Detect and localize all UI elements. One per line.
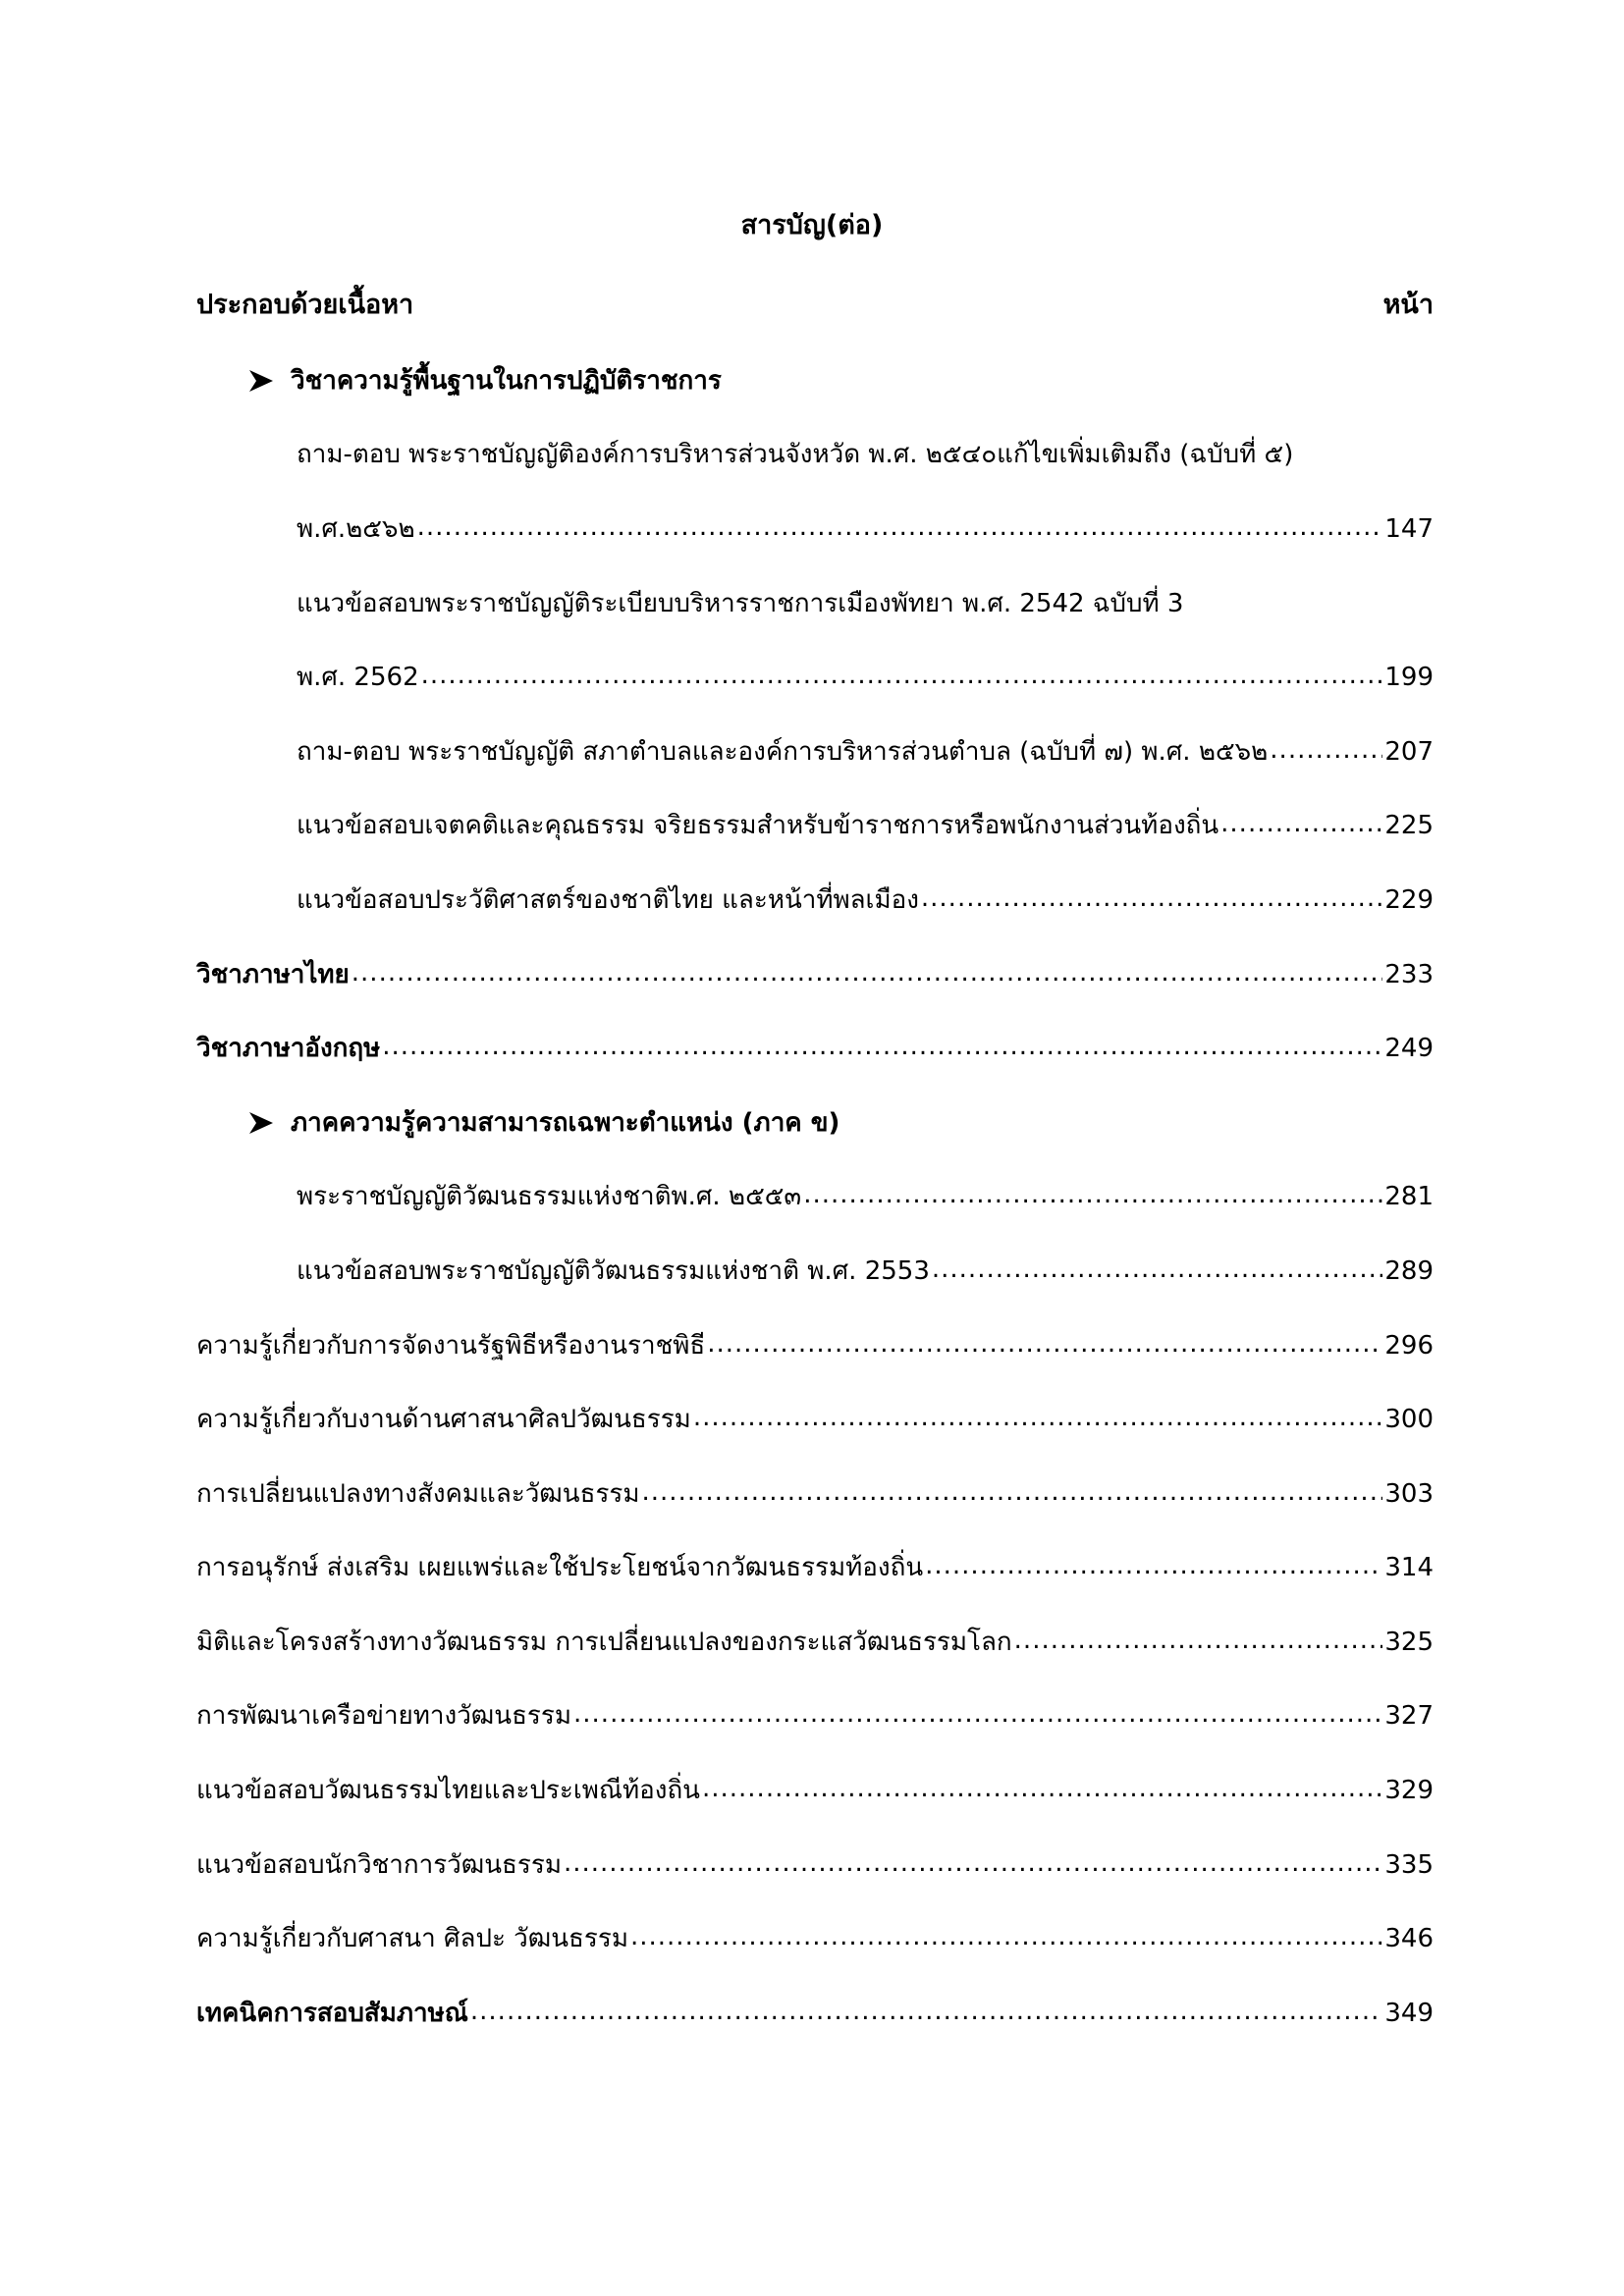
toc-page-number: 147 bbox=[1384, 513, 1434, 544]
toc-entry bbox=[196, 1160, 1434, 1235]
dot-leader bbox=[1270, 739, 1382, 765]
toc-entry-title: แนวข้อสอบนักวิชาการวัฒนธรรม bbox=[196, 1849, 562, 1880]
toc-entry-title: ความรู้เกี่ยวกับศาสนา ศิลปะ วัฒนธรรม bbox=[196, 1924, 628, 1954]
toc-entry bbox=[196, 418, 1434, 493]
toc-entry bbox=[196, 1382, 1434, 1457]
toc-entry bbox=[196, 715, 1434, 789]
toc-entry-title: เทคนิคการสอบสัมภาษณ์ bbox=[196, 1998, 468, 2028]
dot-leader bbox=[707, 1333, 1382, 1359]
toc-entry-title: การพัฒนาเครือข่ายทางวัฒนธรรม bbox=[196, 1701, 572, 1732]
toc-page-number: 199 bbox=[1384, 663, 1434, 693]
dot-leader bbox=[573, 1703, 1382, 1729]
toc-entry bbox=[196, 1901, 1434, 1976]
toc-page-number: 296 bbox=[1384, 1330, 1434, 1361]
toc-subject-entry bbox=[196, 1976, 1434, 2051]
dot-leader bbox=[564, 1852, 1382, 1878]
arrow-bullet-icon bbox=[247, 367, 277, 395]
toc-entry bbox=[196, 1680, 1434, 1754]
toc-entry bbox=[196, 789, 1434, 864]
contents-heading: ประกอบด้วยเนื้อหา bbox=[196, 290, 414, 320]
toc-page-number: 349 bbox=[1384, 1998, 1434, 2028]
toc-section-heading bbox=[196, 344, 1434, 418]
toc-entry-title: วิชาภาษาอังกฤษ bbox=[196, 1034, 381, 1064]
dot-leader bbox=[803, 1184, 1382, 1209]
toc-page-number: 207 bbox=[1384, 736, 1434, 767]
toc-entry-title: แนวข้อสอบพระราชบัญญัติวัฒนธรรมแห่งชาติ พ.ศ. 2553 bbox=[297, 1255, 930, 1286]
toc-entry bbox=[196, 1753, 1434, 1828]
toc-entry-title: วิชาความรู้พื้นฐานในการปฏิบัติราชการ bbox=[291, 365, 722, 396]
toc-entry-title: แนวข้อสอบประวัติศาสตร์ของชาติไทย และหน้าที่พลเมือง bbox=[297, 884, 919, 915]
dot-leader bbox=[1220, 813, 1382, 838]
toc-entry-title: ภาคความรู้ความสามารถเฉพาะตำแหน่ง (ภาค ข) bbox=[291, 1107, 840, 1138]
toc-header bbox=[196, 283, 1434, 325]
toc-entry-title: วิชาภาษาไทย bbox=[196, 959, 350, 989]
toc-page-number: 229 bbox=[1384, 884, 1434, 915]
toc-entry bbox=[196, 566, 1434, 641]
dot-leader bbox=[642, 1481, 1383, 1507]
toc-entry-title: แนวข้อสอบพระราชบัญญัติระเบียบบริหารราชการเมืองพัทยา พ.ศ. 2542 ฉบับที่ 3 bbox=[297, 588, 1184, 618]
toc-entry-title: การอนุรักษ์ ส่งเสริม เผยแพร่และใช้ประโยชน์จากวัฒนธรรมท้องถิ่น bbox=[196, 1553, 924, 1583]
toc-page-number: 289 bbox=[1384, 1255, 1434, 1286]
toc-page-number: 346 bbox=[1384, 1924, 1434, 1954]
dot-leader bbox=[630, 1926, 1382, 1951]
toc-page-number: 249 bbox=[1384, 1034, 1434, 1064]
arrow-bullet-icon bbox=[247, 1109, 277, 1137]
page-title: สารบัญ(ต่อ) bbox=[740, 210, 884, 240]
toc-page-number: 300 bbox=[1384, 1405, 1434, 1435]
toc-entry-title: มิติและโครงสร้างทางวัฒนธรรม การเปลี่ยนแปลงของกระแสวัฒนธรรมโลก bbox=[196, 1627, 1012, 1657]
toc-entry bbox=[196, 1457, 1434, 1531]
toc-page-number: 335 bbox=[1384, 1849, 1434, 1880]
toc-entry-title: แนวข้อสอบเจตคติและคุณธรรม จริยธรรมสำหรับข้าราชการหรือพนักงานส่วนท้องถิ่น bbox=[297, 811, 1219, 841]
toc-page-number: 233 bbox=[1384, 959, 1434, 989]
toc-entry bbox=[196, 640, 1434, 715]
toc-section-heading bbox=[196, 1086, 1434, 1160]
toc-page-number: 329 bbox=[1384, 1776, 1434, 1806]
toc-entry bbox=[196, 1828, 1434, 1902]
dot-leader bbox=[470, 2001, 1382, 2026]
dot-leader bbox=[1014, 1629, 1383, 1655]
toc-page-number: 325 bbox=[1384, 1627, 1434, 1657]
toc-entry-title: ถาม-ตอบ พระราชบัญญัติองค์การบริหารส่วนจังหวัด พ.ศ. ๒๕๔๐แก้ไขเพิ่มเติมถึง (ฉบับที่ ๕) bbox=[297, 440, 1294, 470]
dot-leader bbox=[352, 962, 1383, 988]
toc-entry bbox=[196, 1234, 1434, 1308]
dot-leader bbox=[921, 887, 1382, 913]
toc-entry-title: ถาม-ตอบ พระราชบัญญัติ สภาตำบลและองค์การบริหารส่วนตำบล (ฉบับที่ ๗) พ.ศ. ๒๕๖๒ bbox=[297, 736, 1269, 767]
toc-entry-title: การเปลี่ยนแปลงทางสังคมและวัฒนธรรม bbox=[196, 1478, 640, 1509]
toc-page-number: 303 bbox=[1384, 1478, 1434, 1509]
toc-entries bbox=[196, 344, 1434, 2051]
toc-entry-title: แนวข้อสอบวัฒนธรรมไทยและประเพณีท้องถิ่น bbox=[196, 1776, 700, 1806]
dot-leader bbox=[693, 1407, 1383, 1432]
toc-page-number: 225 bbox=[1384, 811, 1434, 841]
toc-entry-title: พระราชบัญญัติวัฒนธรรมแห่งชาติพ.ศ. ๒๕๕๓ bbox=[297, 1182, 802, 1212]
dot-leader bbox=[932, 1258, 1382, 1284]
dot-leader bbox=[417, 516, 1383, 542]
dot-leader bbox=[702, 1778, 1382, 1803]
toc-entry-title: ความรู้เกี่ยวกับงานด้านศาสนาศิลปวัฒนธรรม bbox=[196, 1405, 691, 1435]
toc-entry bbox=[196, 863, 1434, 937]
toc-entry-title: พ.ศ.๒๕๖๒ bbox=[297, 513, 415, 544]
toc-entry-title: พ.ศ. 2562 bbox=[297, 663, 419, 693]
toc-subject-entry bbox=[196, 937, 1434, 1012]
toc-entry bbox=[196, 1605, 1434, 1680]
toc-entry bbox=[196, 492, 1434, 566]
toc-page-number: 327 bbox=[1384, 1701, 1434, 1732]
page-column-heading: หน้า bbox=[1382, 290, 1434, 320]
dot-leader bbox=[421, 665, 1383, 690]
toc-entry bbox=[196, 1531, 1434, 1606]
dot-leader bbox=[925, 1555, 1382, 1580]
dot-leader bbox=[382, 1036, 1382, 1061]
toc-page-number: 314 bbox=[1384, 1553, 1434, 1583]
toc-entry bbox=[196, 1308, 1434, 1383]
toc-page-number: 281 bbox=[1384, 1182, 1434, 1212]
toc-subject-entry bbox=[196, 1011, 1434, 1086]
toc-entry-title: ความรู้เกี่ยวกับการจัดงานรัฐพิธีหรืองานราชพิธี bbox=[196, 1330, 706, 1361]
